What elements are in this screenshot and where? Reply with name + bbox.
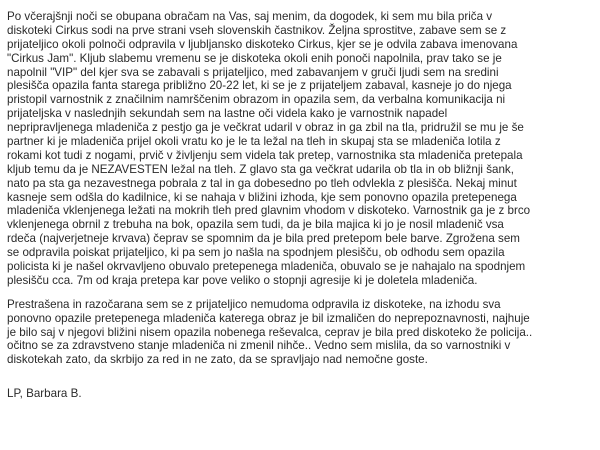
- text-line: kasneje sem odšla do kadilnice, ki se nahaja v bližini izhoda, kje sem ponovno opazila pretepenega: [7, 190, 517, 204]
- text-line: očitno se za zdravstveno stanje mladeniča ni zmenil nihče.. Vedno sem mislila, da so varnostniki v: [7, 339, 511, 353]
- text-line: nepripravljenega mladeniča z pestjo ga je večkrat udaril v obraz in ga zbil na tla, pridružil se mu je še: [7, 121, 524, 135]
- text-line: diskotekah zato, da skrbijo za red in ne zato, da se spravljajo nad nemočne goste.: [7, 353, 428, 367]
- text-line: je bilo saj v njegovi bližini nisem opazila nobenega reševalca, ceprav je bila pred diskoteko že policija..: [7, 325, 533, 339]
- signature: LP, Barbara B.: [7, 387, 82, 401]
- paragraph-gap: [7, 288, 595, 298]
- text-line: rokami kot tudi z nogami, prvič v življenju sem videla tak pretep, varnostnika sta mladeniča pretepala: [7, 148, 523, 162]
- text-line: ponovno opazile pretepenega mladeniča katerega obraz je bil izmaličen do neprepoznavnosti, najhuje: [7, 311, 530, 325]
- text-line: vklenjenega obrnil z trebuha na bok, opazila sem tudi, da je bila majica ki jo je nosil mladenič vsa: [7, 218, 504, 232]
- text-line: pristopil varnostnik z značilnim namrščenim obrazom in opazila sem, da verbalna komunikacija ni: [7, 93, 506, 107]
- text-line: prijateljico okoli polnoči odpravila v ljubljansko diskoteko Cirkus, kjer se je odvila zabava imenovana: [7, 37, 518, 51]
- text-line: "Cirkus Jam". Kljub slabemu vremenu se je diskoteka okoli enih ponoči napolnila, prav tako se je: [7, 51, 502, 65]
- text-line: prijateljska v naslednjih sekundah sem na lastne oči videla kako je varnostnik napadel: [7, 107, 448, 121]
- paragraph-1: [7, 10, 595, 288]
- text-line: mladeniča vklenjenega ležati na mokrih tleh pred glavnim vhodom v diskoteko. Varnostnik ga je z brco: [7, 204, 531, 218]
- text-line: Prestrašena in razočarana sem se z prijateljico nemudoma odpravila iz diskoteke, na izhodu sva: [7, 297, 501, 311]
- text-line: policista ki je našel okrvavljeno obuvalo pretepenega mladeniča, obuvalo se je nahajalo na spodnjem: [7, 260, 526, 274]
- text-line: diskoteki Cirkus sodi na prve strani vseh slovenskih častnikov. Željna sprostitve, zabave sem se z: [7, 23, 507, 37]
- text-line: nato pa sta ga nezavestnega pobrala z tal in ga dobesedno po tleh odvlekla z plesišča. Nekaj minut: [7, 176, 517, 190]
- text-line: plesišču cca. 7m od kraja pretepa kar pove veliko o stopnji agresije ki je doletela mladeniča.: [7, 273, 478, 287]
- text-line: partner ki je mladeniča prijel okoli vratu ko je le ta ležal na tleh in skupaj sta se mladeniča lotila z: [7, 135, 501, 149]
- text-line: rdeča (najverjetneje krvava) čeprav se spomnim da je bila pred pretepom bele barve. Zgrožena sem: [7, 232, 520, 246]
- text-line: napolnil "VIP" del kjer sva se zabavali s prijateljico, med zabavanjem v gruči ljudi sem na sredini: [7, 65, 499, 79]
- letter-body: [7, 10, 595, 401]
- text-line: Po včerajšnji noči se obupana obračam na Vas, saj menim, da dogodek, ki sem mu bila priča v: [7, 10, 493, 23]
- text-line: se odpravila poiskat prijateljico, ki pa sem jo našla na spodnjem plesišču, ob odhodu sem opazila: [7, 246, 505, 260]
- text-line: kljub temu da je NEZAVESTEN ležal na tleh. Z glavo sta ga večkrat udarila ob tla in ob bližnji šank,: [7, 162, 514, 176]
- text-line: plesišča opazila fanta starega približno 20-22 let, ki se je z prijateljem zabaval, kasneje jo do njega: [7, 79, 512, 93]
- paragraph-2: [7, 298, 595, 367]
